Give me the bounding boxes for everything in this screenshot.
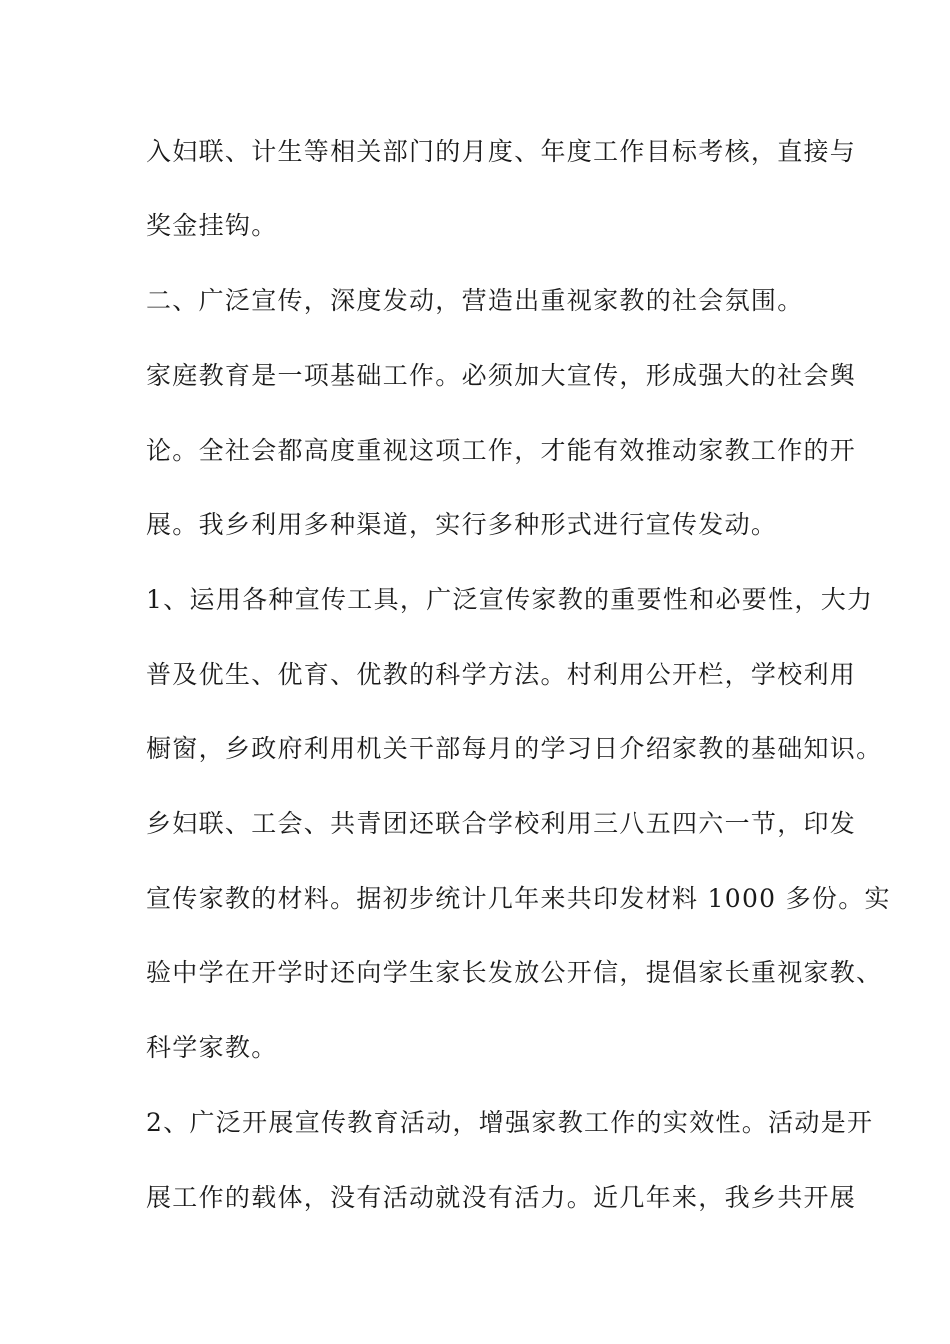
text-line: 普及优生、优育、优教的科学方法。村利用公开栏，学校利用 xyxy=(146,660,857,689)
text-line: 2、广泛开展宣传教育活动，增强家教工作的实效性。活动是开 xyxy=(146,1108,874,1137)
text-line: 验中学在开学时还向学生家长发放公开信，提倡家长重视家教、 xyxy=(146,958,883,987)
text-line: 论。全社会都高度重视这项工作，才能有效推动家教工作的开 xyxy=(146,436,857,465)
text-line: 入妇联、计生等相关部门的月度、年度工作目标考核，直接与 xyxy=(146,137,857,166)
text-line: 宣传家教的材料。据初步统计几年来共印发材料 1000 多份。实 xyxy=(146,884,891,913)
section-heading: 二、广泛宣传，深度发动，营造出重视家教的社会氛围。 xyxy=(146,286,804,315)
text-line: 1、运用各种宣传工具，广泛宣传家教的重要性和必要性，大力 xyxy=(146,585,874,614)
text-line: 奖金挂钩。 xyxy=(146,211,278,240)
text-line: 展。我乡利用多种渠道，实行多种形式进行宣传发动。 xyxy=(146,510,778,539)
text-line: 乡妇联、工会、共青团还联合学校利用三八五四六一节，印发 xyxy=(146,809,857,838)
text-line: 科学家教。 xyxy=(146,1033,278,1062)
text-line: 展工作的载体，没有活动就没有活力。近几年来，我乡共开展 xyxy=(146,1183,857,1212)
text-line: 橱窗，乡政府利用机关干部每月的学习日介绍家教的基础知识。 xyxy=(146,734,883,763)
text-line: 家庭教育是一项基础工作。必须加大宣传，形成强大的社会舆 xyxy=(146,361,857,390)
